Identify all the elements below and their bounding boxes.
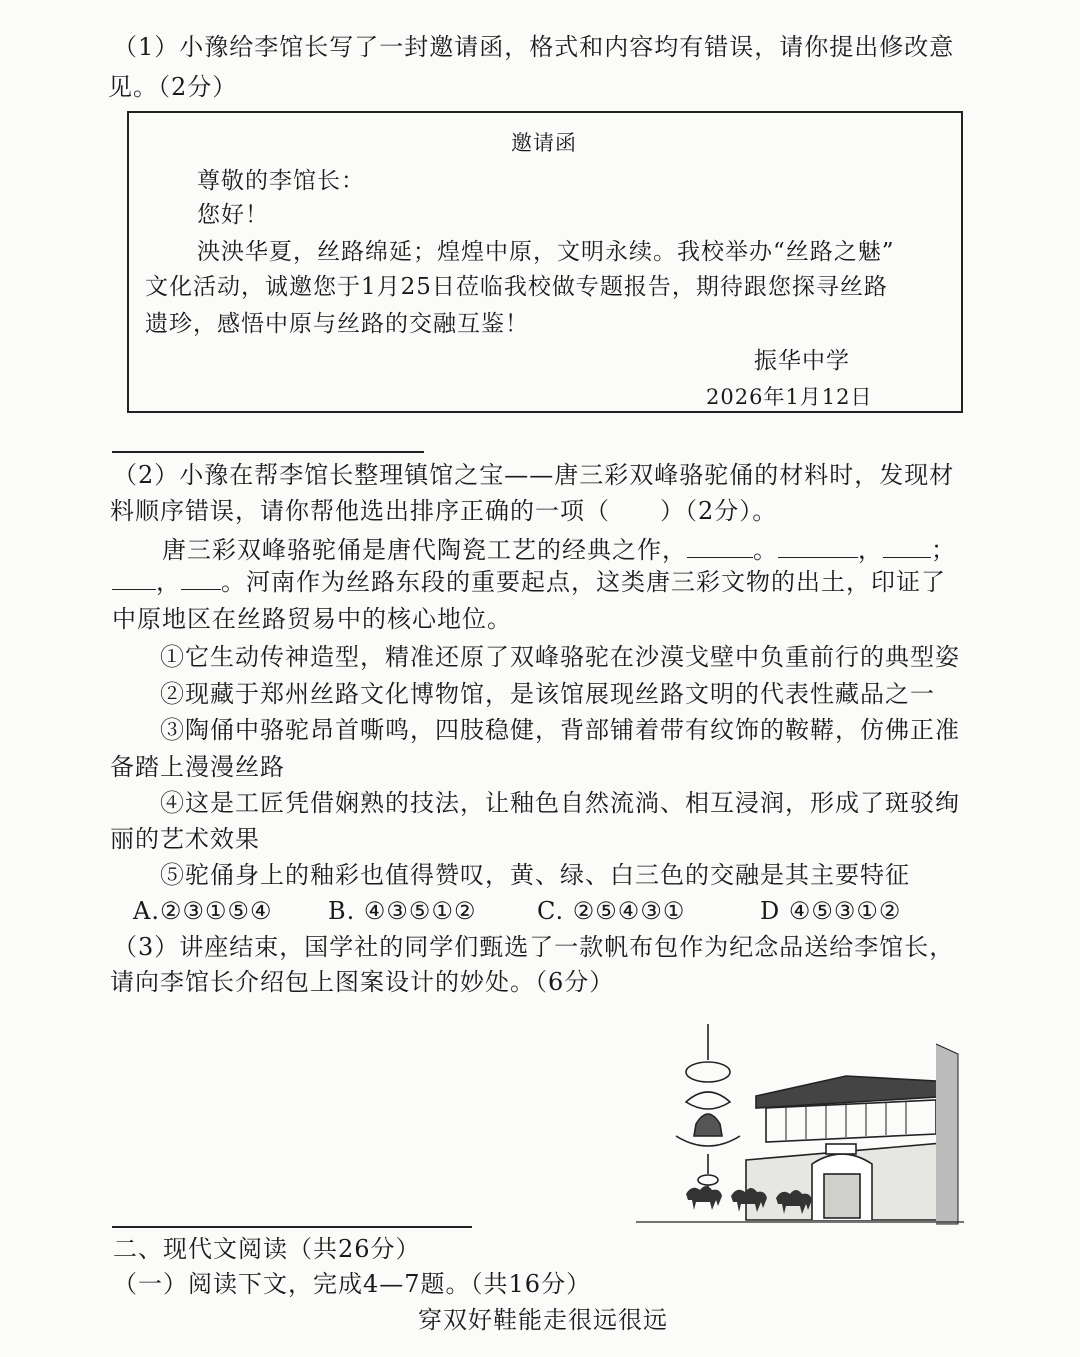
letter-body-line-1: 泱泱华夏，丝路绵延；煌煌中原，文明永续。我校举办“丝路之魅”	[197, 239, 895, 265]
q2-sep-comma: ，	[858, 536, 883, 564]
q2-option-d[interactable]: D ④⑤③①②	[760, 897, 902, 925]
ornament-knot	[686, 1062, 730, 1082]
q2-option-c[interactable]: C. ②⑤④③①	[537, 897, 686, 925]
q2-item-4-line-1: ④这是工匠凭借娴熟的技法，让釉色自然流淌、相互浸润，形成了斑驳绚	[160, 789, 960, 817]
invitation-letter-box	[127, 111, 963, 413]
q2-sep-semicolon: ；	[931, 536, 956, 564]
letter-signature: 振华中学	[754, 348, 850, 374]
article-title: 穿双好鞋能走很远很远	[418, 1306, 668, 1334]
q2-item-2: ②现藏于郑州丝路文化博物馆，是该馆展现丝路文明的代表性藏品之一	[160, 680, 935, 708]
q2-passage-line-3: 中原地区在丝路贸易中的核心地位。	[112, 605, 512, 633]
gate-plaque	[826, 1144, 856, 1154]
answer-blank-2[interactable]	[778, 535, 858, 558]
q2-option-b[interactable]: B. ④③⑤①②	[328, 897, 477, 925]
gate-upper-hall	[766, 1100, 936, 1142]
answer-blank-4[interactable]	[112, 567, 156, 590]
letter-body-line-3: 遗珍，感悟中原与丝路的交融互鉴！	[145, 311, 529, 337]
letter-salutation: 尊敬的李馆长：	[197, 168, 365, 194]
letter-date: 2026年1月12日	[706, 385, 873, 409]
bell-icon	[694, 1114, 722, 1136]
q2-item-4-line-2: 丽的艺术效果	[110, 825, 260, 853]
letter-greeting: 您好！	[197, 202, 269, 228]
q2-line-2: 料顺序错误，请你帮他选出排序正确的一项（ ）（2分）。	[110, 497, 778, 525]
q2-passage-line-1	[162, 534, 956, 566]
answer-blank-1[interactable]	[687, 535, 753, 558]
q2-item-1: ①它生动传神造型，精准还原了双峰骆驼在沙漠戈壁中负重前行的典型姿	[160, 643, 960, 671]
section-2-heading: 二、现代文阅读（共26分）	[113, 1235, 421, 1263]
letter-title: 邀请函	[511, 131, 577, 155]
answer-blank-5[interactable]	[181, 567, 221, 590]
q2-option-a[interactable]: A.②③①⑤④	[133, 897, 273, 925]
answer-blank-3[interactable]	[883, 535, 931, 558]
q2-item-5: ⑤驼俑身上的釉彩也值得赞叹，黄、绿、白三色的交融是其主要特征	[160, 861, 910, 889]
canvas-bag-illustration	[636, 1024, 964, 1234]
section-2-subheading: （一）阅读下文，完成4—7题。（共16分）	[113, 1270, 592, 1298]
letter-body-line-2: 文化活动，诚邀您于1月25日莅临我校做专题报告，期待跟您探寻丝路	[145, 274, 888, 300]
divider-top	[112, 451, 424, 453]
ornament-lower	[676, 1136, 740, 1146]
q2-sep-period: 。	[753, 536, 778, 564]
q2-item-3-line-2: 备踏上漫漫丝路	[110, 753, 285, 781]
q2-item-3-line-1: ③陶俑中骆驼昂首嘶鸣，四肢稳健，背部铺着带有纹饰的鞍鞯，仿佛正准	[160, 716, 960, 744]
q2-passage-line-2	[112, 566, 946, 598]
gate-door	[824, 1174, 860, 1218]
q3-line-1: （3）讲座结束，国学社的同学们甄选了一款帆布包作为纪念品送给李馆长，	[113, 933, 955, 961]
q2-passage-b: 。河南作为丝路东段的重要起点，这类唐三彩文物的出土，印证了	[221, 568, 946, 596]
ornament-top	[686, 1092, 730, 1109]
q2-line-1: （2）小豫在帮李馆长整理镇馆之宝——唐三彩双峰骆驼俑的材料时，发现材	[113, 461, 955, 489]
q3-line-2: 请向李馆长介绍包上图案设计的妙处。（6分）	[110, 968, 615, 996]
q1-line-1: （1）小豫给李馆长写了一封邀请函，格式和内容均有错误，请你提出修改意	[113, 33, 955, 61]
divider-bottom	[112, 1226, 472, 1228]
q2-passage-a: 唐三彩双峰骆驼俑是唐代陶瓷工艺的经典之作，	[162, 536, 687, 564]
q2-sep-comma-2: ，	[156, 568, 181, 596]
q1-line-2: 见。（2分）	[108, 73, 238, 101]
